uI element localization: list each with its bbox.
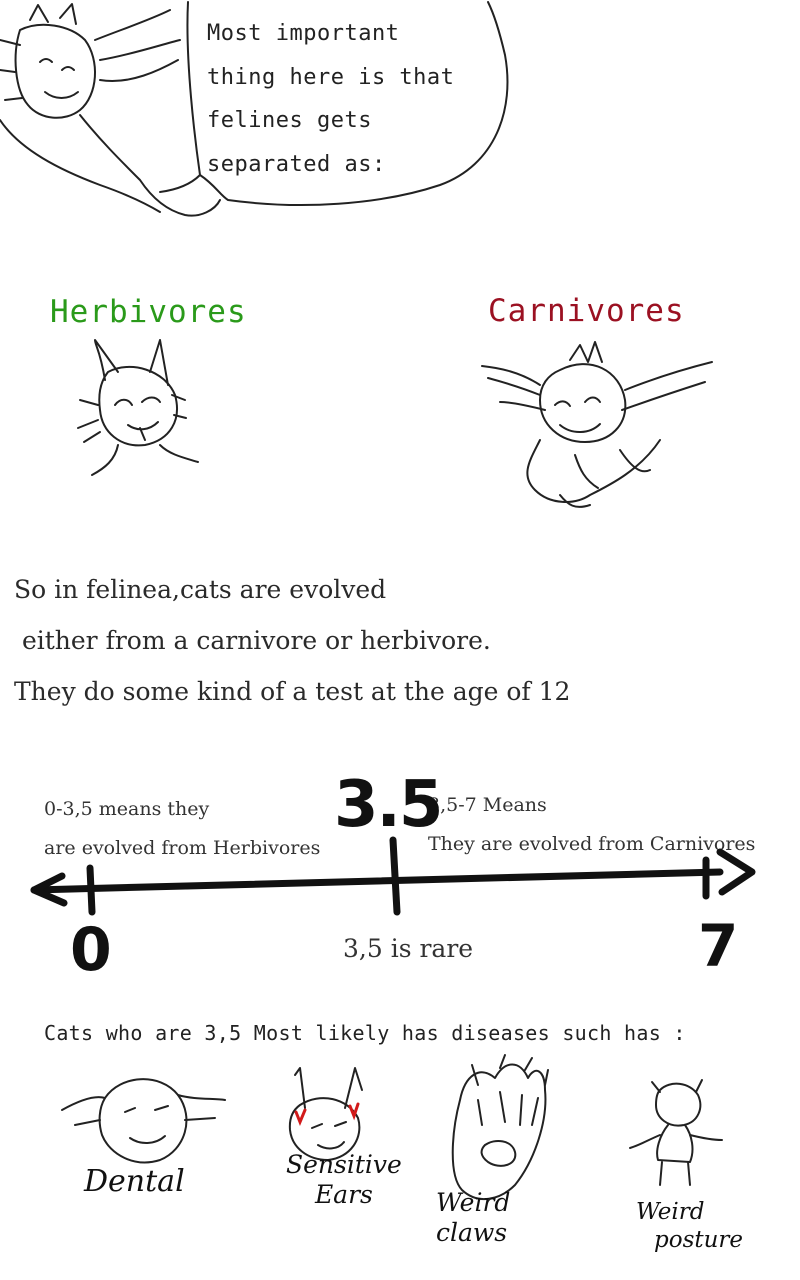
disease-label-line: posture xyxy=(654,1227,744,1253)
disease-label-line: Weird xyxy=(436,1188,511,1217)
scale-min-label: 0 xyxy=(70,915,112,985)
paragraph-line: They do some kind of a test at the age of 12 xyxy=(14,677,571,706)
paragraph-line: either from a carnivore or herbivore. xyxy=(14,626,491,655)
disease-label-sensitive-ears xyxy=(286,1150,402,1210)
disease-label-line: Ears xyxy=(314,1180,373,1209)
scale-max-label: 7 xyxy=(698,912,739,980)
scale-left-line: are evolved from Herbivores xyxy=(44,837,321,859)
herbivores-label: Herbivores xyxy=(50,294,247,330)
disease-label-weird-claws xyxy=(436,1188,510,1248)
bubble-line: thing here is that xyxy=(207,64,455,90)
disease-label-weird-posture xyxy=(636,1198,743,1254)
disease-label-dental: Dental xyxy=(84,1164,185,1199)
bubble-line: Most important xyxy=(207,21,400,46)
diseases-intro: Cats who are 3,5 Most likely has diseases such has : xyxy=(44,1021,686,1045)
scale-left-line: 0-3,5 means they xyxy=(44,798,210,820)
disease-label-line: Sensitive xyxy=(286,1150,402,1179)
rare-note: 3,5 is rare xyxy=(343,934,474,963)
paragraph-line: So in felinea,cats are evolved xyxy=(14,575,387,604)
scale-mid-value: 3.5 xyxy=(334,768,442,842)
scale-right-line: They are evolved from Carnivores xyxy=(428,833,756,855)
bubble-line: separated as: xyxy=(207,151,386,177)
disease-label-line: Weird xyxy=(636,1199,705,1225)
carnivores-label: Carnivores xyxy=(488,293,685,329)
disease-label-line: claws xyxy=(436,1218,508,1247)
bubble-line: felines gets xyxy=(207,108,372,133)
scale-right-line: 3,5-7 Means xyxy=(428,794,547,816)
